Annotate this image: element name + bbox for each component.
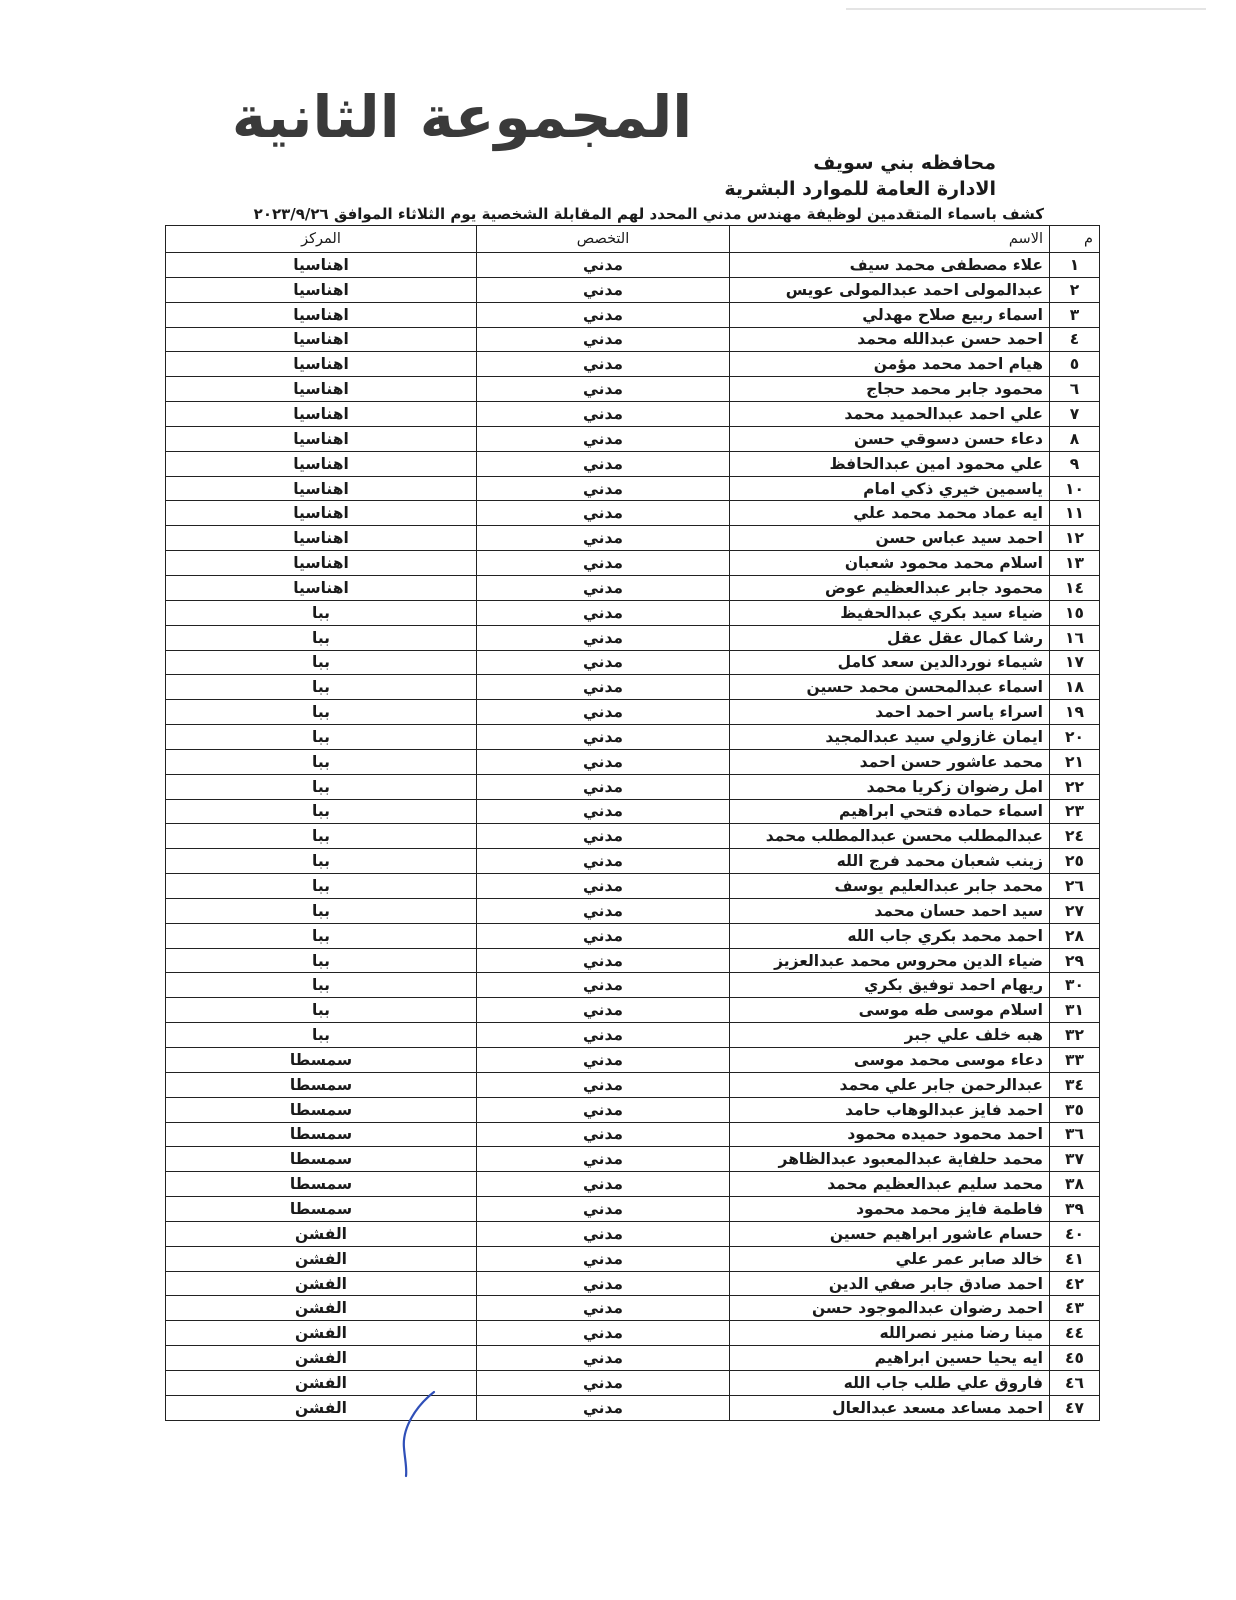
table-row (166, 998, 1100, 1023)
table-row (166, 575, 1100, 600)
row-num: ٢٢ (1050, 774, 1100, 799)
row-specialty: مدني (477, 253, 730, 278)
row-specialty: مدني (477, 327, 730, 352)
table-body (166, 253, 1100, 1421)
table-row (166, 451, 1100, 476)
row-center: الفشن (166, 1296, 477, 1321)
row-num: ٦ (1050, 377, 1100, 402)
row-name: عبدالمطلب محسن عبدالمطلب محمد (730, 824, 1050, 849)
row-center: ببا (166, 923, 477, 948)
table-row (166, 675, 1100, 700)
row-num: ٢٧ (1050, 898, 1100, 923)
table-row (166, 1296, 1100, 1321)
row-specialty: مدني (477, 749, 730, 774)
row-name: ريهام احمد توفيق بكري (730, 973, 1050, 998)
table-row (166, 948, 1100, 973)
row-num: ٤١ (1050, 1246, 1100, 1271)
row-center: اهناسيا (166, 327, 477, 352)
row-name: اسماء ربيع صلاح مهدلي (730, 302, 1050, 327)
department-line: الادارة العامة للموارد البشرية (724, 178, 996, 200)
row-center: ببا (166, 799, 477, 824)
row-specialty: مدني (477, 1271, 730, 1296)
row-num: ١١ (1050, 501, 1100, 526)
table-row (166, 625, 1100, 650)
row-center: اهناسيا (166, 575, 477, 600)
row-name: احمد مساعد مسعد عبدالعال (730, 1395, 1050, 1420)
row-center: ببا (166, 973, 477, 998)
table-row (166, 352, 1100, 377)
table-row (166, 501, 1100, 526)
header-num: م (1050, 226, 1100, 253)
row-specialty: مدني (477, 898, 730, 923)
row-num: ٤ (1050, 327, 1100, 352)
row-name: دعاء موسى محمد موسى (730, 1048, 1050, 1073)
row-center: سمسطا (166, 1197, 477, 1222)
candidates-table (165, 225, 1100, 1421)
row-specialty: مدني (477, 451, 730, 476)
table-row (166, 1048, 1100, 1073)
row-name: احمد رضوان عبدالموجود حسن (730, 1296, 1050, 1321)
row-specialty: مدني (477, 1048, 730, 1073)
row-name: اسلام موسى طه موسى (730, 998, 1050, 1023)
row-num: ٣ (1050, 302, 1100, 327)
row-name: رشا كمال عقل عقل (730, 625, 1050, 650)
row-name: مينا رضا منير نصرالله (730, 1321, 1050, 1346)
row-center: الفشن (166, 1221, 477, 1246)
row-num: ١٤ (1050, 575, 1100, 600)
row-specialty: مدني (477, 1197, 730, 1222)
row-specialty: مدني (477, 874, 730, 899)
row-center: اهناسيا (166, 377, 477, 402)
subject-line: كشف باسماء المتقدمين لوظيفة مهندس مدني المحدد لهم المقابلة الشخصية يوم الثلاثاء الموافق ٢٠٢٣/٩/٢٦ (253, 205, 1044, 223)
row-center: الفشن (166, 1321, 477, 1346)
table-row (166, 1321, 1100, 1346)
table-row (166, 749, 1100, 774)
table-row (166, 551, 1100, 576)
row-specialty: مدني (477, 1147, 730, 1172)
row-name: احمد حسن عبدالله محمد (730, 327, 1050, 352)
row-num: ٢ (1050, 277, 1100, 302)
row-num: ٣١ (1050, 998, 1100, 1023)
row-num: ١٥ (1050, 600, 1100, 625)
row-center: سمسطا (166, 1172, 477, 1197)
row-name: احمد محمد بكري جاب الله (730, 923, 1050, 948)
table-row (166, 1346, 1100, 1371)
row-specialty: مدني (477, 377, 730, 402)
row-name: علي احمد عبدالحميد محمد (730, 402, 1050, 427)
row-name: محمد حلفاية عبدالمعبود عبدالظاهر (730, 1147, 1050, 1172)
row-center: اهناسيا (166, 253, 477, 278)
table-row (166, 824, 1100, 849)
table-row (166, 650, 1100, 675)
row-num: ٢٤ (1050, 824, 1100, 849)
row-name: خالد صابر عمر علي (730, 1246, 1050, 1271)
table-row (166, 874, 1100, 899)
table-row (166, 1271, 1100, 1296)
row-center: اهناسيا (166, 501, 477, 526)
row-specialty: مدني (477, 1296, 730, 1321)
row-center: ببا (166, 1023, 477, 1048)
row-name: عبدالرحمن جابر علي محمد (730, 1072, 1050, 1097)
table-row (166, 725, 1100, 750)
row-name: علاء مصطفى محمد سيف (730, 253, 1050, 278)
table-row (166, 253, 1100, 278)
row-num: ١٨ (1050, 675, 1100, 700)
row-name: اسماء عبدالمحسن محمد حسين (730, 675, 1050, 700)
group-title: المجموعة الثانية (231, 83, 693, 151)
row-num: ٣٠ (1050, 973, 1100, 998)
row-center: اهناسيا (166, 526, 477, 551)
row-name: اسراء ياسر احمد احمد (730, 700, 1050, 725)
row-num: ٤٢ (1050, 1271, 1100, 1296)
row-specialty: مدني (477, 973, 730, 998)
row-specialty: مدني (477, 998, 730, 1023)
row-num: ٨ (1050, 426, 1100, 451)
row-specialty: مدني (477, 675, 730, 700)
row-num: ٧ (1050, 402, 1100, 427)
row-num: ٢٠ (1050, 725, 1100, 750)
row-name: ضياء الدين محروس محمد عبدالعزيز (730, 948, 1050, 973)
row-name: زينب شعبان محمد فرج الله (730, 849, 1050, 874)
row-specialty: مدني (477, 1370, 730, 1395)
row-num: ٣٨ (1050, 1172, 1100, 1197)
row-num: ٤٠ (1050, 1221, 1100, 1246)
row-specialty: مدني (477, 352, 730, 377)
row-specialty: مدني (477, 302, 730, 327)
row-center: ببا (166, 700, 477, 725)
header-center: المركز (166, 226, 477, 253)
table-row (166, 402, 1100, 427)
row-center: ببا (166, 874, 477, 899)
row-center: ببا (166, 650, 477, 675)
row-num: ٥ (1050, 352, 1100, 377)
row-center: اهناسيا (166, 277, 477, 302)
header-specialty: التخصص (477, 226, 730, 253)
row-specialty: مدني (477, 700, 730, 725)
row-num: ١٩ (1050, 700, 1100, 725)
row-specialty: مدني (477, 575, 730, 600)
pen-stroke-mark (398, 1388, 438, 1478)
row-specialty: مدني (477, 1172, 730, 1197)
row-specialty: مدني (477, 526, 730, 551)
row-center: سمسطا (166, 1048, 477, 1073)
row-num: ٤٧ (1050, 1395, 1100, 1420)
table-row (166, 1122, 1100, 1147)
row-num: ٤٦ (1050, 1370, 1100, 1395)
row-center: ببا (166, 898, 477, 923)
row-specialty: مدني (477, 1221, 730, 1246)
row-name: ايه عماد محمد محمد علي (730, 501, 1050, 526)
row-num: ٢٨ (1050, 923, 1100, 948)
row-name: دعاء حسن دسوقي حسن (730, 426, 1050, 451)
row-center: الفشن (166, 1370, 477, 1395)
row-center: سمسطا (166, 1072, 477, 1097)
table-row (166, 476, 1100, 501)
row-name: اسماء حماده فتحي ابراهيم (730, 799, 1050, 824)
row-name: ياسمين خيري ذكي امام (730, 476, 1050, 501)
row-center: ببا (166, 998, 477, 1023)
row-name: احمد سيد عباس حسن (730, 526, 1050, 551)
table-row (166, 849, 1100, 874)
row-specialty: مدني (477, 625, 730, 650)
row-name: ايمان غازولي سيد عبدالمجيد (730, 725, 1050, 750)
row-num: ٤٣ (1050, 1296, 1100, 1321)
table-row (166, 277, 1100, 302)
row-specialty: مدني (477, 923, 730, 948)
table-row (166, 600, 1100, 625)
row-center: الفشن (166, 1271, 477, 1296)
row-name: محمد جابر عبدالعليم يوسف (730, 874, 1050, 899)
row-specialty: مدني (477, 799, 730, 824)
row-center: ببا (166, 824, 477, 849)
row-name: سيد احمد حسان محمد (730, 898, 1050, 923)
row-num: ١ (1050, 253, 1100, 278)
table-row (166, 1147, 1100, 1172)
row-specialty: مدني (477, 1246, 730, 1271)
row-name: محمود جابر عبدالعظيم عوض (730, 575, 1050, 600)
row-center: اهناسيا (166, 426, 477, 451)
row-center: اهناسيا (166, 551, 477, 576)
table-row (166, 1023, 1100, 1048)
row-num: ١٦ (1050, 625, 1100, 650)
table-row (166, 799, 1100, 824)
row-name: محمود جابر محمد حجاج (730, 377, 1050, 402)
row-specialty: مدني (477, 1321, 730, 1346)
row-specialty: مدني (477, 402, 730, 427)
row-num: ٤٥ (1050, 1346, 1100, 1371)
row-num: ١٧ (1050, 650, 1100, 675)
row-center: الفشن (166, 1246, 477, 1271)
row-num: ١٣ (1050, 551, 1100, 576)
row-name: امل رضوان زكريا محمد (730, 774, 1050, 799)
table-row (166, 302, 1100, 327)
table-row (166, 898, 1100, 923)
table-row (166, 377, 1100, 402)
table-row (166, 1395, 1100, 1420)
row-specialty: مدني (477, 426, 730, 451)
row-name: اسلام محمد محمود شعبان (730, 551, 1050, 576)
header-name: الاسم (730, 226, 1050, 253)
row-center: اهناسيا (166, 402, 477, 427)
row-center: سمسطا (166, 1097, 477, 1122)
row-specialty: مدني (477, 1072, 730, 1097)
row-name: احمد محمود حميده محمود (730, 1122, 1050, 1147)
table-row (166, 1197, 1100, 1222)
table-row (166, 1246, 1100, 1271)
row-center: ببا (166, 675, 477, 700)
row-specialty: مدني (477, 600, 730, 625)
table-row (166, 1221, 1100, 1246)
table-row (166, 1172, 1100, 1197)
row-center: ببا (166, 948, 477, 973)
row-specialty: مدني (477, 1122, 730, 1147)
row-name: علي محمود امين عبدالحافظ (730, 451, 1050, 476)
row-center: اهناسيا (166, 476, 477, 501)
row-center: ببا (166, 749, 477, 774)
row-name: شيماء نوردالدين سعد كامل (730, 650, 1050, 675)
row-center: اهناسيا (166, 302, 477, 327)
table-row (166, 923, 1100, 948)
row-specialty: مدني (477, 725, 730, 750)
row-name: ايه يحيا حسين ابراهيم (730, 1346, 1050, 1371)
row-name: هبه خلف علي جبر (730, 1023, 1050, 1048)
table-row (166, 1072, 1100, 1097)
row-name: محمد عاشور حسن احمد (730, 749, 1050, 774)
row-name: ضياء سيد بكري عبدالحفيظ (730, 600, 1050, 625)
row-num: ٢٥ (1050, 849, 1100, 874)
table-row (166, 774, 1100, 799)
row-num: ٢١ (1050, 749, 1100, 774)
row-specialty: مدني (477, 1346, 730, 1371)
row-center: ببا (166, 625, 477, 650)
row-center: سمسطا (166, 1147, 477, 1172)
row-num: ٩ (1050, 451, 1100, 476)
governorate-line: محافظه بني سويف (813, 152, 996, 174)
table-row (166, 1097, 1100, 1122)
row-specialty: مدني (477, 948, 730, 973)
row-center: ببا (166, 600, 477, 625)
table-row (166, 526, 1100, 551)
row-specialty: مدني (477, 824, 730, 849)
row-specialty: مدني (477, 1395, 730, 1420)
row-name: حسام عاشور ابراهيم حسين (730, 1221, 1050, 1246)
row-specialty: مدني (477, 774, 730, 799)
row-center: الفشن (166, 1346, 477, 1371)
row-center: ببا (166, 725, 477, 750)
table-row (166, 426, 1100, 451)
row-center: ببا (166, 849, 477, 874)
row-name: عبدالمولى احمد عبدالمولى عويس (730, 277, 1050, 302)
row-name: فاطمة فايز محمد محمود (730, 1197, 1050, 1222)
row-num: ١٢ (1050, 526, 1100, 551)
row-num: ٣٤ (1050, 1072, 1100, 1097)
row-name: احمد فايز عبدالوهاب حامد (730, 1097, 1050, 1122)
row-num: ٤٤ (1050, 1321, 1100, 1346)
row-specialty: مدني (477, 1097, 730, 1122)
table-row (166, 700, 1100, 725)
row-specialty: مدني (477, 1023, 730, 1048)
row-num: ٣٢ (1050, 1023, 1100, 1048)
table-row (166, 973, 1100, 998)
row-num: ٣٣ (1050, 1048, 1100, 1073)
row-specialty: مدني (477, 277, 730, 302)
row-center: ببا (166, 774, 477, 799)
row-specialty: مدني (477, 551, 730, 576)
row-specialty: مدني (477, 501, 730, 526)
row-num: ٢٩ (1050, 948, 1100, 973)
row-center: سمسطا (166, 1122, 477, 1147)
row-num: ٣٥ (1050, 1097, 1100, 1122)
row-num: ٣٦ (1050, 1122, 1100, 1147)
row-center: اهناسيا (166, 451, 477, 476)
row-name: هيام احمد محمد مؤمن (730, 352, 1050, 377)
table-header-row (166, 226, 1100, 253)
row-num: ٢٣ (1050, 799, 1100, 824)
row-specialty: مدني (477, 650, 730, 675)
table-row (166, 327, 1100, 352)
row-specialty: مدني (477, 476, 730, 501)
table-row (166, 1370, 1100, 1395)
row-num: ٢٦ (1050, 874, 1100, 899)
row-name: احمد صادق جابر صفي الدين (730, 1271, 1050, 1296)
row-specialty: مدني (477, 849, 730, 874)
scan-edge-line (846, 8, 1206, 10)
row-num: ٣٩ (1050, 1197, 1100, 1222)
row-num: ١٠ (1050, 476, 1100, 501)
row-name: محمد سليم عبدالعظيم محمد (730, 1172, 1050, 1197)
row-name: فاروق علي طلب جاب الله (730, 1370, 1050, 1395)
row-center: الفشن (166, 1395, 477, 1420)
row-num: ٣٧ (1050, 1147, 1100, 1172)
row-center: اهناسيا (166, 352, 477, 377)
